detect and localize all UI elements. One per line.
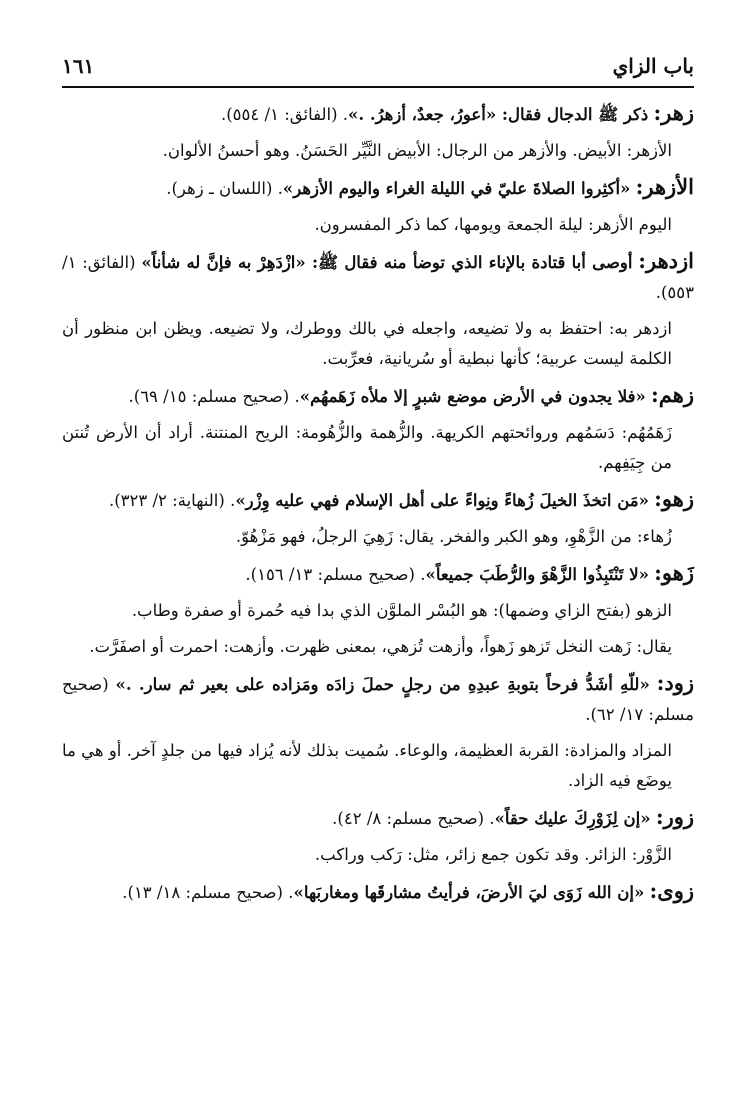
entry [62, 876, 694, 908]
entry [62, 558, 694, 590]
entry-quote: «فلا يجدون في الأرض موضع شبرٍ إلا ملأه زَهَمهُم» [299, 387, 646, 406]
entry-citation: . (صحيح مسلم: ١٨/ ١٣). [122, 883, 294, 902]
entry-citation: (صحيح مسلم: ١٧/ ٦٢). [62, 675, 694, 724]
entry-headword: زوى: [649, 878, 694, 903]
entry-citation: . (صحيح مسلم: ١٥/ ٦٩). [128, 387, 300, 406]
entry-quote: «إن لِزَوْرِكَ عليك حقاً» [494, 809, 651, 828]
entry [62, 484, 694, 516]
page-header [62, 50, 694, 88]
chapter-title: باب الزاي [612, 54, 694, 78]
entry [62, 246, 694, 308]
entry-headword: زهم: [651, 382, 694, 407]
entry-headword: ازدهر: [638, 248, 694, 273]
entry-quote: «مَن اتخذَ الخيلَ زُهاءً ونِواءً على أهل الإسلام فهي عليه وِزْر» [235, 491, 649, 510]
entry-explanation: يقال: زَهت النخل تَزهو زَهواً، وأزهت تُزهي، بمعنى ظهرت. وأزهت: احمرت أو اصفَرَّت. [89, 637, 672, 656]
entry [62, 98, 694, 130]
entry-citation: . (النهاية: ٢/ ٣٢٣). [108, 491, 236, 510]
entry-headword: زهو: [654, 486, 694, 511]
entry-quote: ذكر ﷺ الدجال فقال: «أعورُ، جعدٌ، أزهرُ. .» [348, 105, 649, 124]
entry-headword: زود: [656, 670, 694, 695]
entry-explanation: ازدهر به: احتفظ به ولا تضيعه، واجعله في بالك ووطرك، ولا تضيعه. ويظن ابن منظور أن الكلمة ليست عربية؛ كأنها نبطية أو سُريانية، فعرِّبت. [62, 319, 672, 368]
entry-explanation: المزاد والمزادة: القربة العظيمة، والوعاء. سُميت بذلك لأنه يُزاد فيها من جلدٍ آخر. أو هي ما يوضَع فيه الزاد. [62, 741, 672, 790]
entry-quote: «لا تَنْتَبِذُوا الزَّهْوَ والرُّطَبَ جميعاً» [425, 565, 649, 584]
entry-explanation: اليوم الأزهر: ليلة الجمعة ويومها، كما ذكر المفسرون. [314, 215, 672, 234]
entry-quote: «للّهِ أشَدُّ فرحاً بتوبةِ عبدِهِ من رجلٍ حملَ زادَه ومَزاده على بعير ثم سار. .» [115, 675, 650, 694]
page-number: ١٦١ [62, 54, 95, 78]
entry [62, 802, 694, 834]
entry-headword: زهر: [653, 100, 694, 125]
entry-citation: . (اللسان ـ زهر). [166, 179, 283, 198]
entry [62, 668, 694, 730]
entry [62, 380, 694, 412]
entry-citation: . (صحيح مسلم: ٨/ ٤٢). [332, 809, 495, 828]
entry-citation: . (الفائق: ١/ ٥٥٤). [220, 105, 349, 124]
entry-explanation: الزهو (بفتح الزاي وضمها): هو البُسْر الملوَّن الذي بدا فيه حُمرة أو صفرة وطاب. [131, 601, 672, 620]
entry-explanation: الزَّوْر: الزائر. وقد تكون جمع زائر، مثل: رَكب وراكب. [314, 845, 672, 864]
entry-quote: «أكثِروا الصلاةَ عليّ في الليلة الغراء واليوم الأزهر» [282, 179, 631, 198]
page-content [62, 98, 694, 914]
entry-citation: (الفائق: ١/ ٥٥٣). [62, 253, 694, 302]
entry-headword: الأزهر: [635, 174, 694, 199]
entry-explanation: زَهَمُهُم: دَسَمُهم وروائحتهم الكريهة. والزُّهمة والزُّهُومة: الريح المنتنة. أراد أن الأرض تُنتن من جِيَفِهم. [62, 423, 672, 472]
entry-quote: «إن الله زَوَى ليَ الأرضَ، فرأيتُ مشارقَها ومغاربَها» [293, 883, 645, 902]
entry-explanation: الأزهر: الأبيض. والأزهر من الرجال: الأبيض النَّيِّر الحَسَنُ. وهو أحسنُ الألوان. [162, 141, 672, 160]
entry-headword: زَهو: [654, 560, 694, 585]
entry-headword: زور: [655, 804, 694, 829]
entry-explanation: زُهاء: من الزَّهْوِ، وهو الكبر والفخر. يقال: زَهِيَ الرجلُ، فهو مَزْهُوّ. [235, 527, 672, 546]
entry-citation: . (صحيح مسلم: ١٣/ ١٥٦). [245, 565, 426, 584]
entry [62, 172, 694, 204]
entry-quote: أوصى أبا قتادة بالإناء الذي توضأ منه فقال ﷺ: «ازْدَهِرْ به فإنَّ له شأناً» [141, 253, 633, 272]
